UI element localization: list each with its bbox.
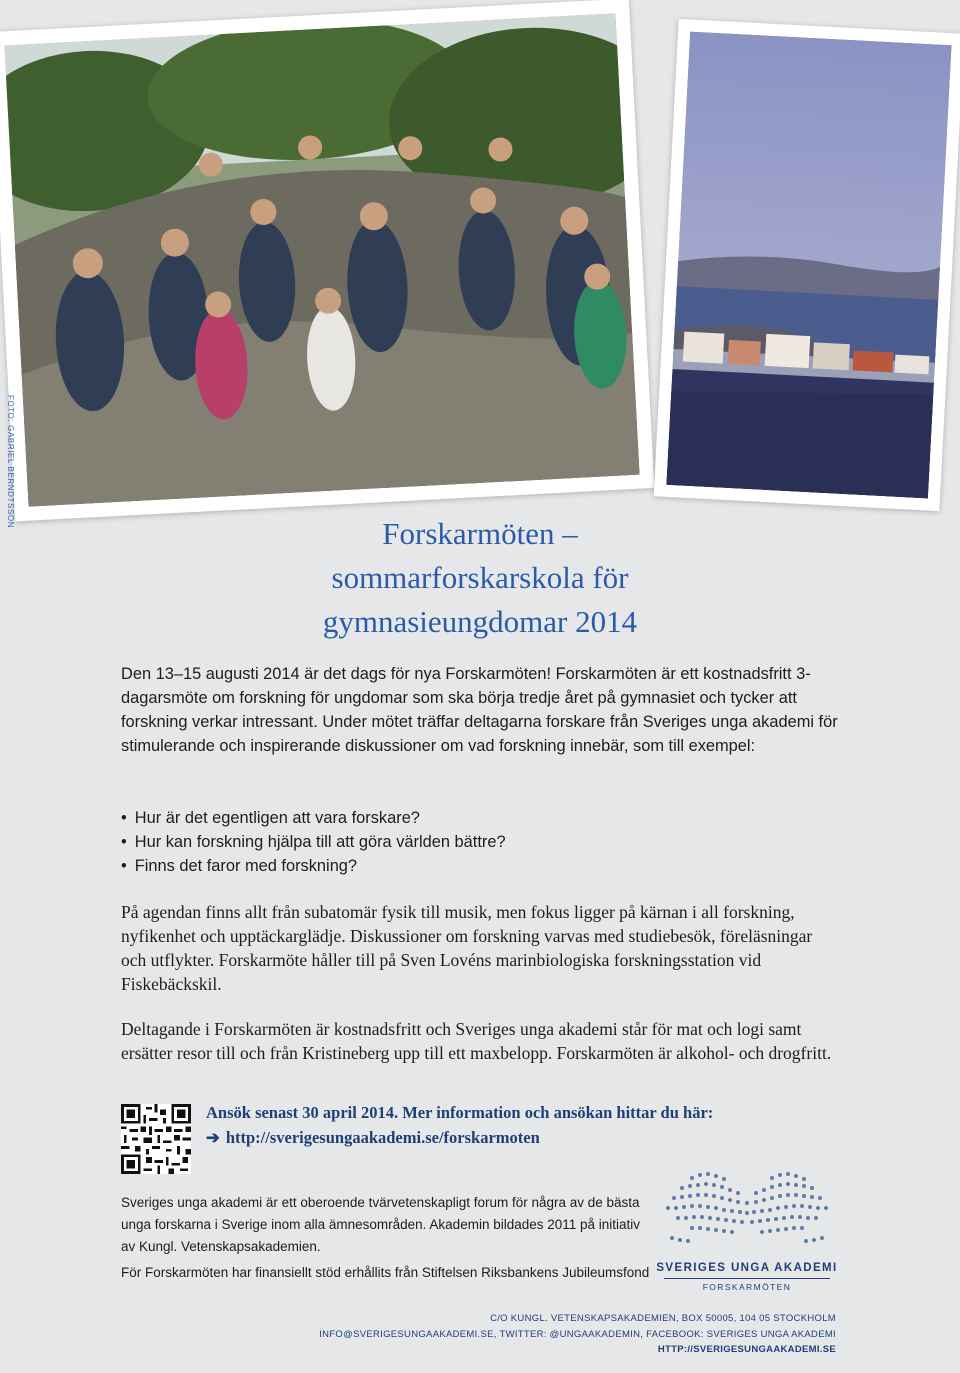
coast-photo xyxy=(666,31,951,498)
apply-deadline: Ansök senast 30 april 2014. Mer information och ansökan hittar du här: xyxy=(206,1103,714,1122)
contact-address: C/O KUNGL. VETENSKAPSAKADEMIEN, BOX 50005, 104 05 STOCKHOLM xyxy=(490,1313,836,1324)
list-item: • Hur kan forskning hjälpa till att göra världen bättre? xyxy=(121,830,841,854)
contact-website-link[interactable]: HTTP://SVERIGESUNGAAKADEMI.SE xyxy=(657,1344,836,1355)
about-paragraph: Sveriges unga akademi är ett oberoende tvärvetenskapligt forum för några av de bästa unga forskarna i Sverige inom alla ämnesområden. Akademin bildades 2011 på initiativ av Kungl. Vetenskapsakademien. xyxy=(121,1195,641,1254)
group-photo xyxy=(4,13,639,506)
list-item: • Hur är det egentligen att vara forskare? xyxy=(121,806,841,830)
apply-block xyxy=(206,1100,846,1150)
title-line-3: gymnasieungdomar 2014 xyxy=(322,604,638,639)
title-line-2: sommarforskarskola för xyxy=(331,560,629,595)
agenda-paragraph: På agendan finns allt från subatomär fysik till musik, men fokus ligger på kärnan i all forskning, nyfikenhet och upptäckarglädje. Diskussioner om forskning varvas med studiebesök, föreläsningar och utflykter. Forskarmöte håller till på Sven Lovéns marinbiologiska forskningsstation vid Fiskebäckskil. xyxy=(121,902,813,994)
coast-photo-image xyxy=(666,31,951,498)
group-photo-frame xyxy=(0,0,654,521)
coast-photo-frame xyxy=(654,19,960,511)
title-line-1: Forskarmöten – xyxy=(382,516,578,551)
group-photo-image xyxy=(4,13,639,506)
academy-logo xyxy=(652,1166,842,1292)
qr-code-image xyxy=(121,1104,191,1174)
question-list xyxy=(121,806,841,878)
contact-channels: INFO@SVERIGESUNGAAKADEMI.SE, TWITTER: @UNGAAKADEMIN, FACEBOOK: SVERIGES UNGA AKADEMI xyxy=(319,1328,836,1340)
qr-code[interactable] xyxy=(121,1104,191,1174)
contact-block xyxy=(196,1311,836,1358)
academy-logo-mark xyxy=(652,1166,842,1258)
apply-link[interactable]: http://sverigesungaakademi.se/forskarmoten xyxy=(225,1128,540,1147)
participation-paragraph: Deltagande i Forskarmöten är kostnadsfritt och Sveriges unga akademi står för mat och logi samt ersätter resor till och från Kristineberg upp till ett maxbelopp. Forskarmöten är alkohol- och drogfritt. xyxy=(121,1019,832,1063)
apply-link-row xyxy=(206,1125,846,1150)
list-item: • Finns det faror med forskning? xyxy=(121,854,841,878)
intro-paragraph: Den 13–15 augusti 2014 är det dags för nya Forskarmöten! Forskarmöten är ett kostnadsfritt 3-dagarsmöte om forskning för ungdomar som ska börja tredje året på gymnasiet och tycker att forskning verkar intressant. Under mötet träffar deltagarna forskare från Sveriges unga akademi för stimulerande och inspirerande diskussioner om vad forskning innebär, som till exempel: xyxy=(121,665,838,755)
logo-subtitle: FORSKARMÖTEN xyxy=(702,1282,792,1292)
logo-name: SVERIGES UNGA AKADEMI xyxy=(656,1262,838,1274)
funding-paragraph: För Forskarmöten har finansiellt stöd erhållits från Stiftelsen Riksbankens Jubileumsfond xyxy=(121,1265,650,1280)
arrow-right-icon: ➔ xyxy=(206,1128,220,1147)
page-title xyxy=(200,512,760,644)
logo-divider xyxy=(664,1278,830,1279)
photo-credit: FOTO: GABRIEL BERNDTSSON xyxy=(6,395,15,529)
